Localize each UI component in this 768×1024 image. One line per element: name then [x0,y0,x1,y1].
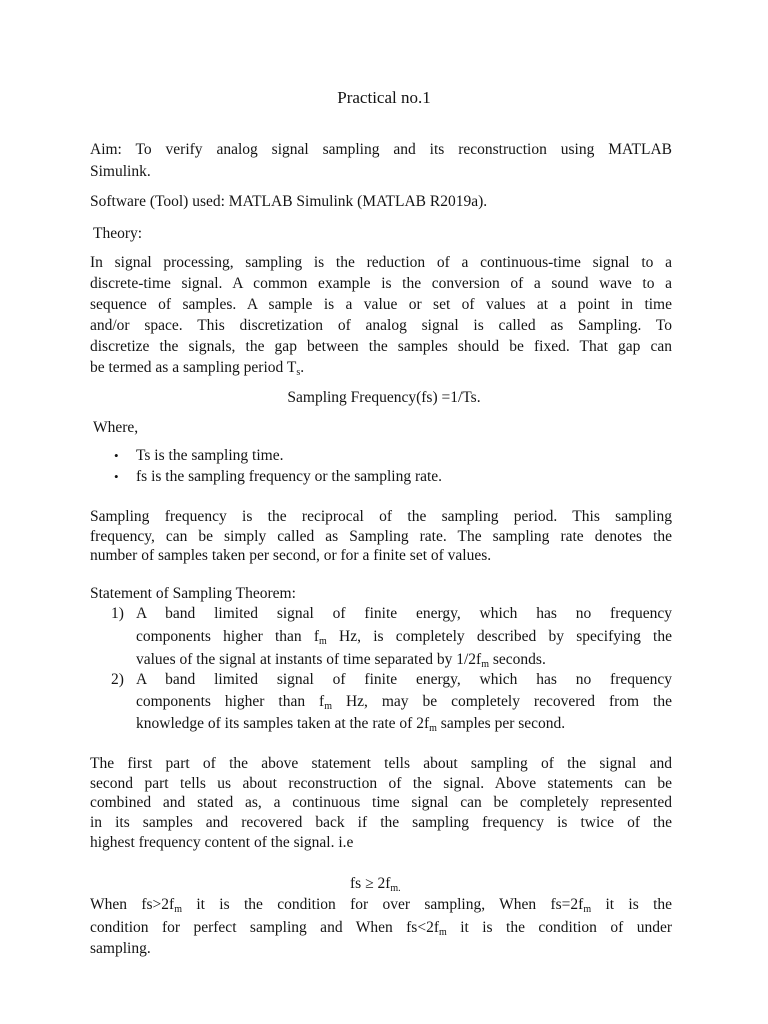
s1-l3-a: values of the signal at instants of time separated by 1/2f [136,651,482,668]
freq-para-line-2: frequency, can be simply called as Sampling rate. The sampling rate denotes the [90,528,672,545]
nyquist-formula-sub: m. [390,883,401,894]
statement-heading: Statement of Sampling Theorem: [90,585,296,602]
bullet-icon: • [114,469,119,484]
aim-line-1: Aim: To verify analog signal sampling and its reconstruction using MATLAB [90,141,672,158]
condition-line-1 [90,895,672,915]
page-title: Practical no.1 [337,88,431,107]
bullet-item-2: fs is the sampling frequency or the sampling rate. [136,468,443,485]
aim-line-2: Simulink. [90,163,151,180]
s1-l2-a: components higher than f [136,628,320,645]
cond-l1-a: When fs>2f [90,896,175,913]
where-label: Where, [93,419,139,436]
condition-line-2 [90,918,672,938]
freq-para-line-1: Sampling frequency is the reciprocal of the sampling period. This sampling [90,508,672,525]
statement-1-line-1: A band limited signal of finite energy, which has no frequency [136,605,672,622]
bullet-item-1: Ts is the sampling time. [136,447,284,464]
statement-1-line-2 [136,627,672,647]
s2-l3-b: samples per second. [436,715,566,732]
theory-line-2: discrete-time signal. A common example is the conversion of a sound wave to a [90,275,672,292]
s2-l2-b: Hz, may be completely recovered from the [332,693,672,710]
statement-2-number: 2) [111,671,124,688]
part-para-line-3: combined and stated as, a continuous time signal can be completely represented [90,794,672,811]
statement-2-line-1: A band limited signal of finite energy, which has no frequency [136,671,672,688]
part-para-line-2: second part tells us about reconstruction of the signal. Above statements can be [90,775,672,792]
theory-line-1: In signal processing, sampling is the reduction of a continuous-time signal to a [90,254,672,271]
statement-2-line-2 [136,692,672,712]
software-line: Software (Tool) used: MATLAB Simulink (MATLAB R2019a). [90,193,488,210]
s2-l2-sub: m [324,701,332,712]
bullet-icon: • [114,448,119,463]
s2-l2-a: components higher than f [136,693,325,710]
part-para-line-5: highest frequency content of the signal. i.e [90,834,354,851]
theory-heading: Theory: [93,225,143,242]
nyquist-formula [350,874,450,894]
nyquist-formula-main: fs ≥ 2f [350,875,391,892]
s1-l2-b: Hz, is completely described by specifying the [326,628,672,645]
part-para-line-4: in its samples and recovered back if the sampling frequency is twice of the [90,814,672,831]
s1-l3-sub: m [481,659,489,670]
theory-line-6-sub: s [296,367,301,378]
cond-l1-sub1: m [174,904,182,915]
statement-1-number: 1) [111,605,124,622]
s2-l3-a: knowledge of its samples taken at the rate of 2f [136,715,430,732]
statement-1-line-3 [136,650,672,670]
theory-line-5: discretize the signals, the gap between the samples should be fixed. That gap can [90,338,672,355]
cond-l2-b: it is the condition of under [446,919,672,936]
condition-line-3: sampling. [90,940,151,957]
s1-l3-b: seconds. [489,651,546,668]
theory-line-6-end: . [300,359,305,376]
cond-l2-sub: m [439,927,447,938]
part-para-line-1: The first part of the above statement tells about sampling of the signal and [90,755,672,772]
theory-line-3: sequence of samples. A sample is a value or set of values at a point in time [90,296,672,313]
cond-l2-a: condition for perfect sampling and When fs<2f [90,919,439,936]
theory-line-6-text: be termed as a sampling period T [90,359,297,376]
statement-2-line-3 [136,714,672,734]
cond-l1-sub2: m [583,904,592,915]
sampling-frequency-formula: Sampling Frequency(fs) =1/Ts. [287,389,481,406]
s2-l3-sub: m [429,723,437,734]
cond-l1-b: it is the condition for over sampling, When fs=2f [181,896,584,913]
cond-l1-c: it is the [591,896,672,913]
freq-para-line-3: number of samples taken per second, or for a finite set of values. [90,547,492,564]
theory-line-6 [90,358,672,378]
s1-l2-sub: m [319,636,327,647]
theory-line-4: and/or space. This discretization of analog signal is called as Sampling. To [90,317,672,334]
